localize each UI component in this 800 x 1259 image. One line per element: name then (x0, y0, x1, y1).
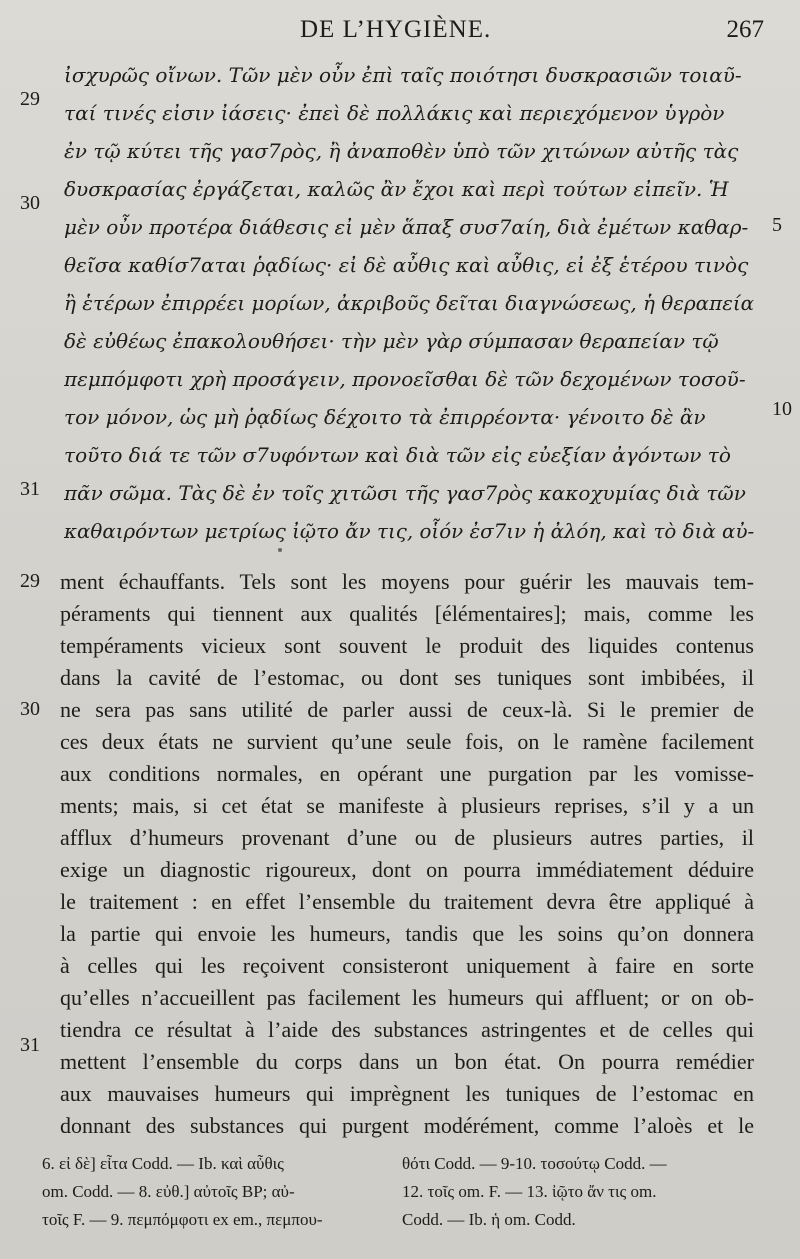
greek-line-count: 5 (772, 214, 782, 236)
greek-line: καθαιρόντων μετρίως ἰῷτο ἄν τις, οἷόν ἐσ7ιν ἡ ἀλόη, καὶ τὸ διὰ αὐ- (64, 519, 755, 543)
greek-line: θεῖσα καθίσ7αται ῥᾳδίως· εἰ δὲ αὖθις καὶ αὖθις, εἰ ἐξ ἑτέρου τινὸς (64, 253, 749, 277)
footnote-line: om. Codd. — 8. εὐθ.] αὐτοῖς BP; αὐ- (42, 1182, 295, 1201)
separator-dot (278, 548, 282, 552)
footnote-line: 12. τοῖς om. F. — 13. ἰῷτο ἄν τις om. (402, 1182, 657, 1201)
greek-margin-number: 30 (20, 192, 40, 214)
greek-line: ταί τινές εἰσιν ἰάσεις· ἐπεὶ δὲ πολλάκις καὶ περιεχόμενον ὑγρὸν (64, 101, 725, 125)
footnote-line: 6. εἰ δὲ] εἶτα Codd. — Ib. καὶ αὖθις (42, 1154, 284, 1173)
french-line: ces deux états ne survient qu’une seule fois, on le ramène facilement (60, 729, 754, 754)
french-margin-number: 29 (20, 570, 40, 592)
greek-line: τον μόνον, ὡς μὴ ῥᾳδίως δέχοιτο τὰ ἐπιρρέοντα· γένοιτο δὲ ἂν (64, 405, 706, 429)
footnote-line: τοῖς F. — 9. πεμπόμφοτι ex em., πεμπου- (42, 1210, 323, 1229)
running-head (0, 14, 800, 44)
french-line: tiendra ce résultat à l’aide des substances astringentes et de celles qui (60, 1017, 754, 1042)
greek-line: ἰσχυρῶς οἴνων. Τῶν μὲν οὖν ἐπὶ ταῖς ποιότησι δυσκρασιῶν τοιαῦ- (64, 63, 742, 87)
french-line: afflux d’humeurs provenant d’une ou de plusieurs autres parties, il (60, 825, 754, 850)
french-line: péraments qui tiennent aux qualités [élémentaires]; mais, comme les (60, 601, 754, 626)
french-line: aux mauvaises humeurs qui imprègnent les tuniques de l’estomac en (60, 1081, 754, 1106)
french-line: la partie qui envoie les humeurs, tandis que les soins qu’on donnera (60, 921, 754, 946)
greek-line: ἐν τῷ κύτει τῆς γασ7ρὸς, ἢ ἀναποθὲν ὑπὸ τῶν χιτώνων αὐτῆς τὰς (64, 139, 739, 163)
greek-line: δὲ εὐθέως ἐπακολουθήσει· τὴν μὲν γὰρ σύμπασαν θεραπείαν τῷ (64, 329, 719, 353)
greek-margin-number: 29 (20, 88, 40, 110)
greek-line: ἢ ἑτέρων ἐπιρρέει μορίων, ἀκριβοῦς δεῖται διαγνώσεως, ἡ θεραπεία (64, 291, 755, 315)
french-margin-number: 31 (20, 1034, 40, 1056)
french-line: ment échauffants. Tels sont les moyens pour guérir les mauvais tem- (60, 569, 754, 594)
french-line: donnant des substances qui purgent modérément, comme l’aloès et le (60, 1113, 754, 1138)
footnote-line: Codd. — Ib. ἡ om. Codd. (402, 1210, 576, 1229)
french-line: à celles qui les reçoivent consisteront uniquement à faire en sorte (60, 953, 754, 978)
french-line: dans la cavité de l’estomac, ou dont ses tuniques sont imbibées, il (60, 665, 754, 690)
greek-margin-number: 31 (20, 478, 40, 500)
french-line: mettent l’ensemble du corps dans un bon état. On pourra remédier (60, 1049, 754, 1074)
french-line: ne sera pas sans utilité de parler aussi de ceux-là. Si le premier de (60, 697, 754, 722)
footnotes-left-column (42, 1150, 362, 1234)
greek-line: τοῦτο διά τε τῶν σ7υφόντων καὶ διὰ τῶν εἰς εὐεξίαν ἀγόντων τὸ (64, 443, 731, 467)
footnotes-right-column (402, 1150, 782, 1234)
french-line: tempéraments vicieux sont souvent le produit des liquides contenus (60, 633, 754, 658)
greek-line-count: 10 (772, 398, 792, 420)
page-number: 267 (726, 16, 764, 43)
french-line: qu’elles n’accueillent pas facilement les humeurs qui affluent; or on ob- (60, 985, 754, 1010)
running-title: DE L’HYGIÈNE. (300, 16, 492, 43)
greek-line: πᾶν σῶμα. Τὰς δὲ ἐν τοῖς χιτῶσι τῆς γασ7ρὸς κακοχυμίας διὰ τῶν (64, 481, 746, 505)
french-line: le traitement : en effet l’ensemble du traitement devra être appliqué à (60, 889, 754, 914)
french-line: ments; mais, si cet état se manifeste à plusieurs reprises, s’il y a un (60, 793, 754, 818)
greek-line: δυσκρασίας ἐργάζεται, καλῶς ἂν ἔχοι καὶ περὶ τούτων εἰπεῖν. Ἡ (64, 177, 729, 201)
footnote-line: θότι Codd. — 9-10. τοσούτῳ Codd. — (402, 1154, 667, 1173)
greek-line: μὲν οὖν προτέρα διάθεσις εἰ μὲν ἅπαξ συσ7αίη, διὰ ἐμέτων καθαρ- (64, 215, 749, 239)
french-line: aux conditions normales, en opérant une purgation par les vomisse- (60, 761, 754, 786)
french-margin-number: 30 (20, 698, 40, 720)
greek-line: πεμπόμφοτι χρὴ προσάγειν, προνοεῖσθαι δὲ τῶν δεχομένων τοσοῦ- (64, 367, 746, 391)
french-line: exige un diagnostic rigoureux, dont on pourra immédiatement déduire (60, 857, 754, 882)
